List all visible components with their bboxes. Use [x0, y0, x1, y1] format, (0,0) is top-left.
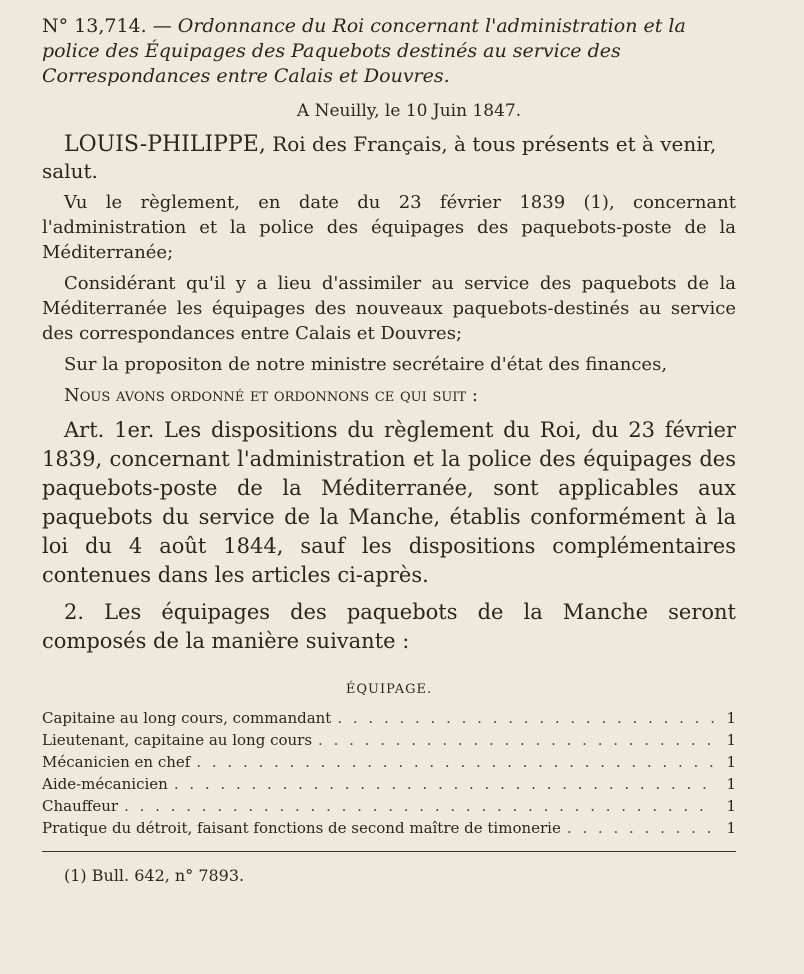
crew-role: Pratique du détroit, faisant fonctions de second maître de timonerie [42, 819, 561, 837]
dot-leader [196, 751, 714, 773]
crew-table [42, 707, 736, 839]
dot-leader [318, 729, 714, 751]
crew-row [42, 795, 736, 817]
considerant-paragraph: Considérant qu'il y a lieu d'assimiler au service des paquebots de la Méditerranée les équipages des nouveaux paquebots-destinés au service des correspondances entre Calais et Douvres; [42, 273, 736, 344]
crew-count: 1 [726, 731, 736, 749]
crew-count: 1 [726, 753, 736, 771]
article-2: 2. Les équipages des paquebots de la Manche seront composés de la manière suivante : [42, 600, 736, 653]
crew-role: Aide-mécanicien [42, 775, 168, 793]
crew-row [42, 707, 736, 729]
crew-row [42, 751, 736, 773]
article-1: Art. 1er. Les dispositions du règlement du Roi, du 23 février 1839, concernant l'administration et la police des équipages des paquebots-poste de la Méditerranée, sont applicables aux paquebots du service de la Manche, établis conformément à la loi du 4 août 1844, sauf les dispositions complémentaires contenues dans les articles ci-après. [42, 418, 736, 587]
ordinance-title: — Ordonnance du Roi concernant l'administration et la police des Équipages des Paquebots destinés au service des Correspondances entre Calais et Douvres. [42, 15, 686, 87]
dot-leader [124, 795, 714, 817]
crew-count: 1 [726, 819, 736, 837]
crew-role: Chauffeur [42, 797, 119, 815]
dot-leader [174, 773, 714, 795]
crew-table-title: ÉQUIPAGE. [345, 682, 433, 697]
dot-leader [337, 707, 714, 729]
crew-role: Lieutenant, capitaine au long cours [42, 731, 313, 749]
ordonne-line: Nous avons ordonné et ordonnons ce qui suit : [64, 385, 478, 406]
preamble [42, 131, 736, 184]
crew-count: 1 [726, 797, 736, 815]
ordinance-number: N° 13,714. [42, 15, 147, 37]
footnote-divider [42, 851, 736, 852]
crew-row [42, 817, 736, 839]
crew-role: Capitaine au long cours, commandant [42, 709, 332, 727]
dot-leader [567, 817, 714, 839]
ordinance-heading [42, 14, 736, 89]
crew-row [42, 729, 736, 751]
considerant-paragraph: Vu le règlement, en date du 23 février 1839 (1), concernant l'administration et la police des équipages des paquebots-poste de la Méditerranée; [42, 192, 736, 263]
crew-role: Mécanicien en chef [42, 753, 191, 771]
date-line: A Neuilly, le 10 Juin 1847. [296, 101, 522, 121]
crew-count: 1 [726, 775, 736, 793]
crew-row [42, 773, 736, 795]
considerant-paragraph: Sur la propositon de notre ministre secrétaire d'état des finances, [64, 354, 668, 375]
preamble-rest: Roi des Français, à tous présents et à venir, salut. [42, 132, 717, 183]
footnote: (1) Bull. 642, n° 7893. [64, 866, 245, 885]
crew-count: 1 [726, 709, 736, 727]
king-name: LOUIS-PHILIPPE, [64, 132, 266, 157]
